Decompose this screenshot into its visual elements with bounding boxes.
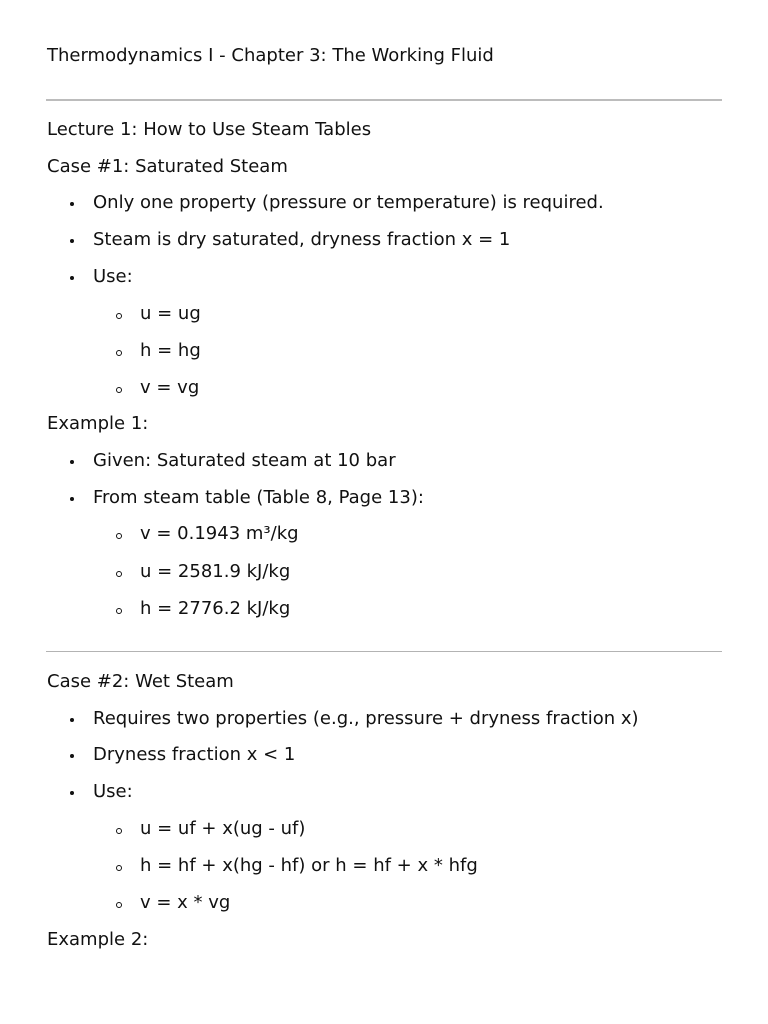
case1-use-item-2: h = hg	[140, 340, 201, 361]
case2-heading: Case #2: Wet Steam	[47, 671, 234, 692]
case1-bullet-2: Steam is dry saturated, dryness fraction x = 1	[93, 229, 511, 250]
case1-use-item-3: v = vg	[140, 377, 200, 398]
lecture-heading: Lecture 1: How to Use Steam Tables	[47, 119, 372, 140]
divider	[46, 651, 722, 652]
case1-heading: Case #1: Saturated Steam	[47, 156, 288, 177]
example2-heading: Example 2:	[47, 929, 149, 950]
case2-bullet-2: Dryness fraction x < 1	[93, 744, 296, 765]
example1-value-2: u = 2581.9 kJ/kg	[140, 561, 291, 582]
example1-value-3: h = 2776.2 kJ/kg	[140, 598, 291, 619]
example1-bullet-1: Given: Saturated steam at 10 bar	[93, 450, 396, 471]
case2-use-item-2: h = hf + x(hg - hf) or h = hf + x * hfg	[140, 855, 478, 876]
example1-heading: Example 1:	[47, 413, 149, 434]
example1-value-1: v = 0.1943 m³/kg	[140, 523, 299, 544]
case2-bullet-1: Requires two properties (e.g., pressure + dryness fraction x)	[93, 708, 639, 729]
document-title: Thermodynamics I - Chapter 3: The Working Fluid	[47, 45, 494, 66]
case2-bullet-3: Use:	[93, 781, 133, 802]
case2-use-item-1: u = uf + x(ug - uf)	[140, 818, 306, 839]
case2-use-item-3: v = x * vg	[140, 892, 231, 913]
case1-bullet-3: Use:	[93, 266, 133, 287]
divider	[46, 99, 722, 101]
case1-use-item-1: u = ug	[140, 303, 201, 324]
example1-bullet-2: From steam table (Table 8, Page 13):	[93, 487, 424, 508]
case1-bullet-1: Only one property (pressure or temperature) is required.	[93, 192, 604, 213]
